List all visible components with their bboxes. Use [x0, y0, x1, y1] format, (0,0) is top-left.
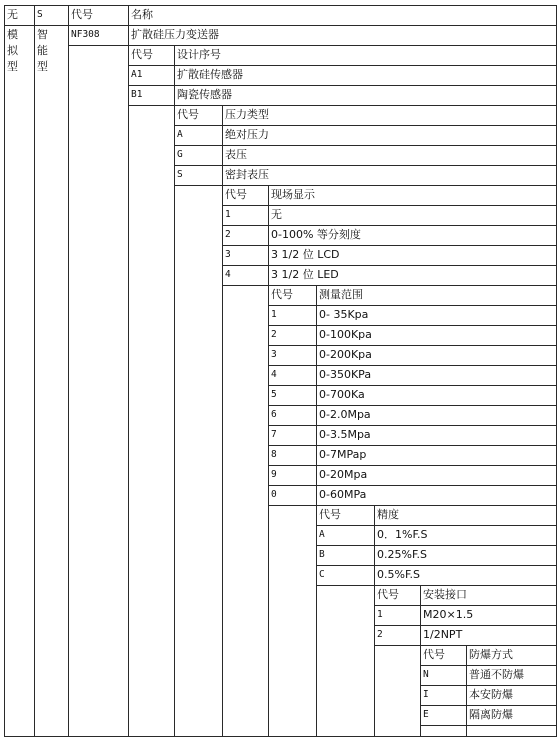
- display-label: 0-100% 等分刻度: [271, 228, 361, 241]
- design-label: 扩散硅传感器: [177, 68, 243, 81]
- table-rule: [316, 525, 557, 526]
- explosion-label: 普通不防爆: [469, 668, 524, 681]
- explosion-header: 防爆方式: [469, 648, 513, 661]
- range-code: 2: [271, 329, 277, 340]
- explosion-label: 本安防爆: [469, 688, 513, 701]
- range-label: 0-3.5Mpa: [319, 428, 371, 441]
- design-code: B1: [131, 89, 143, 100]
- table-rule: [268, 405, 557, 406]
- display-header: 现场显示: [271, 188, 315, 201]
- table-rule: [34, 5, 35, 737]
- analog-type-label: 型: [7, 60, 18, 73]
- table-rule: [222, 205, 557, 206]
- design-code-header: 代号: [131, 48, 153, 61]
- range-label: 0-7MPap: [319, 448, 367, 461]
- pressure-code: G: [177, 149, 183, 160]
- table-rule: [268, 465, 557, 466]
- range-label: 0-20Mpa: [319, 468, 368, 481]
- table-rule: [68, 5, 69, 737]
- pressure-header: 压力类型: [225, 108, 269, 121]
- pressure-code: S: [177, 169, 183, 180]
- range-label: 0-200Kpa: [319, 348, 372, 361]
- analog-type-label: 拟: [7, 44, 18, 57]
- display-label: 3 1/2 位 LED: [271, 268, 339, 281]
- pressure-label: 密封表压: [225, 168, 269, 181]
- display-code: 2: [225, 229, 231, 240]
- table-rule: [4, 736, 557, 737]
- table-rule: [128, 105, 557, 106]
- accuracy-label: 0.25%F.S: [377, 548, 427, 561]
- smart-type-label: 智: [37, 28, 48, 41]
- explosion-code: N: [423, 669, 429, 680]
- range-code: 7: [271, 429, 277, 440]
- range-label: 0-2.0Mpa: [319, 408, 371, 421]
- table-rule: [268, 425, 557, 426]
- mount-label: M20×1.5: [423, 608, 474, 621]
- table-rule: [268, 345, 557, 346]
- table-rule: [222, 285, 557, 286]
- table-rule: [420, 685, 557, 686]
- table-rule: [4, 5, 557, 6]
- table-rule: [68, 45, 557, 46]
- table-rule: [222, 225, 557, 226]
- range-code: 8: [271, 449, 277, 460]
- mount-code: 2: [377, 629, 383, 640]
- table-rule: [420, 585, 421, 737]
- table-rule: [420, 665, 557, 666]
- header-name: 名称: [131, 8, 153, 21]
- table-rule: [222, 245, 557, 246]
- table-rule: [268, 365, 557, 366]
- table-rule: [268, 505, 557, 506]
- table-rule: [4, 5, 5, 737]
- model-code: NF308: [71, 29, 100, 40]
- pressure-label: 绝对压力: [225, 128, 269, 141]
- range-header: 测量范围: [319, 288, 363, 301]
- table-rule: [466, 645, 467, 737]
- table-rule: [268, 445, 557, 446]
- display-label: 无: [271, 208, 282, 221]
- table-rule: [268, 325, 557, 326]
- table-rule: [128, 85, 557, 86]
- table-rule: [374, 625, 557, 626]
- range-code: 9: [271, 469, 277, 480]
- table-rule: [268, 305, 557, 306]
- cell-s-label: S: [37, 9, 43, 20]
- table-rule: [174, 185, 557, 186]
- table-rule: [420, 705, 557, 706]
- table-rule: [374, 645, 557, 646]
- table-rule: [374, 605, 557, 606]
- accuracy-label: 0.5%F.S: [377, 568, 420, 581]
- table-rule: [174, 125, 557, 126]
- smart-type-label: 能: [37, 44, 48, 57]
- cell-none-label: 无: [7, 8, 18, 21]
- model-name: 扩散硅压力变送器: [131, 28, 219, 41]
- pressure-label: 表压: [225, 148, 247, 161]
- design-label: 陶瓷传感器: [177, 88, 232, 101]
- table-rule: [128, 5, 129, 737]
- pressure-code-header: 代号: [177, 108, 199, 121]
- display-code: 1: [225, 209, 231, 220]
- accuracy-code: B: [319, 549, 325, 560]
- table-rule: [128, 65, 557, 66]
- smart-type-label: 型: [37, 60, 48, 73]
- table-rule: [316, 585, 557, 586]
- table-rule: [316, 545, 557, 546]
- table-rule: [268, 185, 269, 737]
- range-label: 0-100Kpa: [319, 328, 372, 341]
- explosion-code: I: [423, 689, 429, 700]
- range-code: 1: [271, 309, 277, 320]
- table-rule: [316, 285, 317, 737]
- range-label: 0-700Ka: [319, 388, 365, 401]
- table-rule: [174, 165, 557, 166]
- header-code: 代号: [71, 8, 93, 21]
- accuracy-code-header: 代号: [319, 508, 341, 521]
- table-rule: [222, 265, 557, 266]
- table-rule: [420, 725, 557, 726]
- explosion-label: 隔离防爆: [469, 708, 513, 721]
- design-code: A1: [131, 69, 143, 80]
- table-rule: [268, 385, 557, 386]
- table-rule: [374, 505, 375, 737]
- mount-label: 1/2NPT: [423, 628, 463, 641]
- accuracy-code: A: [319, 529, 325, 540]
- table-rule: [268, 485, 557, 486]
- range-code-header: 代号: [271, 288, 293, 301]
- design-header: 设计序号: [177, 48, 221, 61]
- accuracy-header: 精度: [377, 508, 399, 521]
- range-label: 0-60MPa: [319, 488, 367, 501]
- explosion-code-header: 代号: [423, 648, 445, 661]
- table-rule: [174, 145, 557, 146]
- display-code: 4: [225, 269, 231, 280]
- table-rule: [556, 5, 557, 737]
- mount-header: 安装接口: [423, 588, 467, 601]
- table-rule: [174, 45, 175, 737]
- range-code: 4: [271, 369, 277, 380]
- table-rule: [4, 25, 557, 26]
- display-label: 3 1/2 位 LCD: [271, 248, 340, 261]
- table-rule: [222, 105, 223, 737]
- display-code: 3: [225, 249, 231, 260]
- pressure-code: A: [177, 129, 183, 140]
- mount-code-header: 代号: [377, 588, 399, 601]
- range-code: 5: [271, 389, 277, 400]
- table-rule: [316, 565, 557, 566]
- range-code: 3: [271, 349, 277, 360]
- range-code: 6: [271, 409, 277, 420]
- accuracy-label: 0．1%F.S: [377, 528, 428, 541]
- range-label: 0- 35Kpa: [319, 308, 369, 321]
- range-label: 0-350KPa: [319, 368, 372, 381]
- accuracy-code: C: [319, 569, 325, 580]
- range-code: 0: [271, 489, 277, 500]
- explosion-code: E: [423, 709, 429, 720]
- mount-code: 1: [377, 609, 383, 620]
- analog-type-label: 模: [7, 28, 18, 41]
- display-code-header: 代号: [225, 188, 247, 201]
